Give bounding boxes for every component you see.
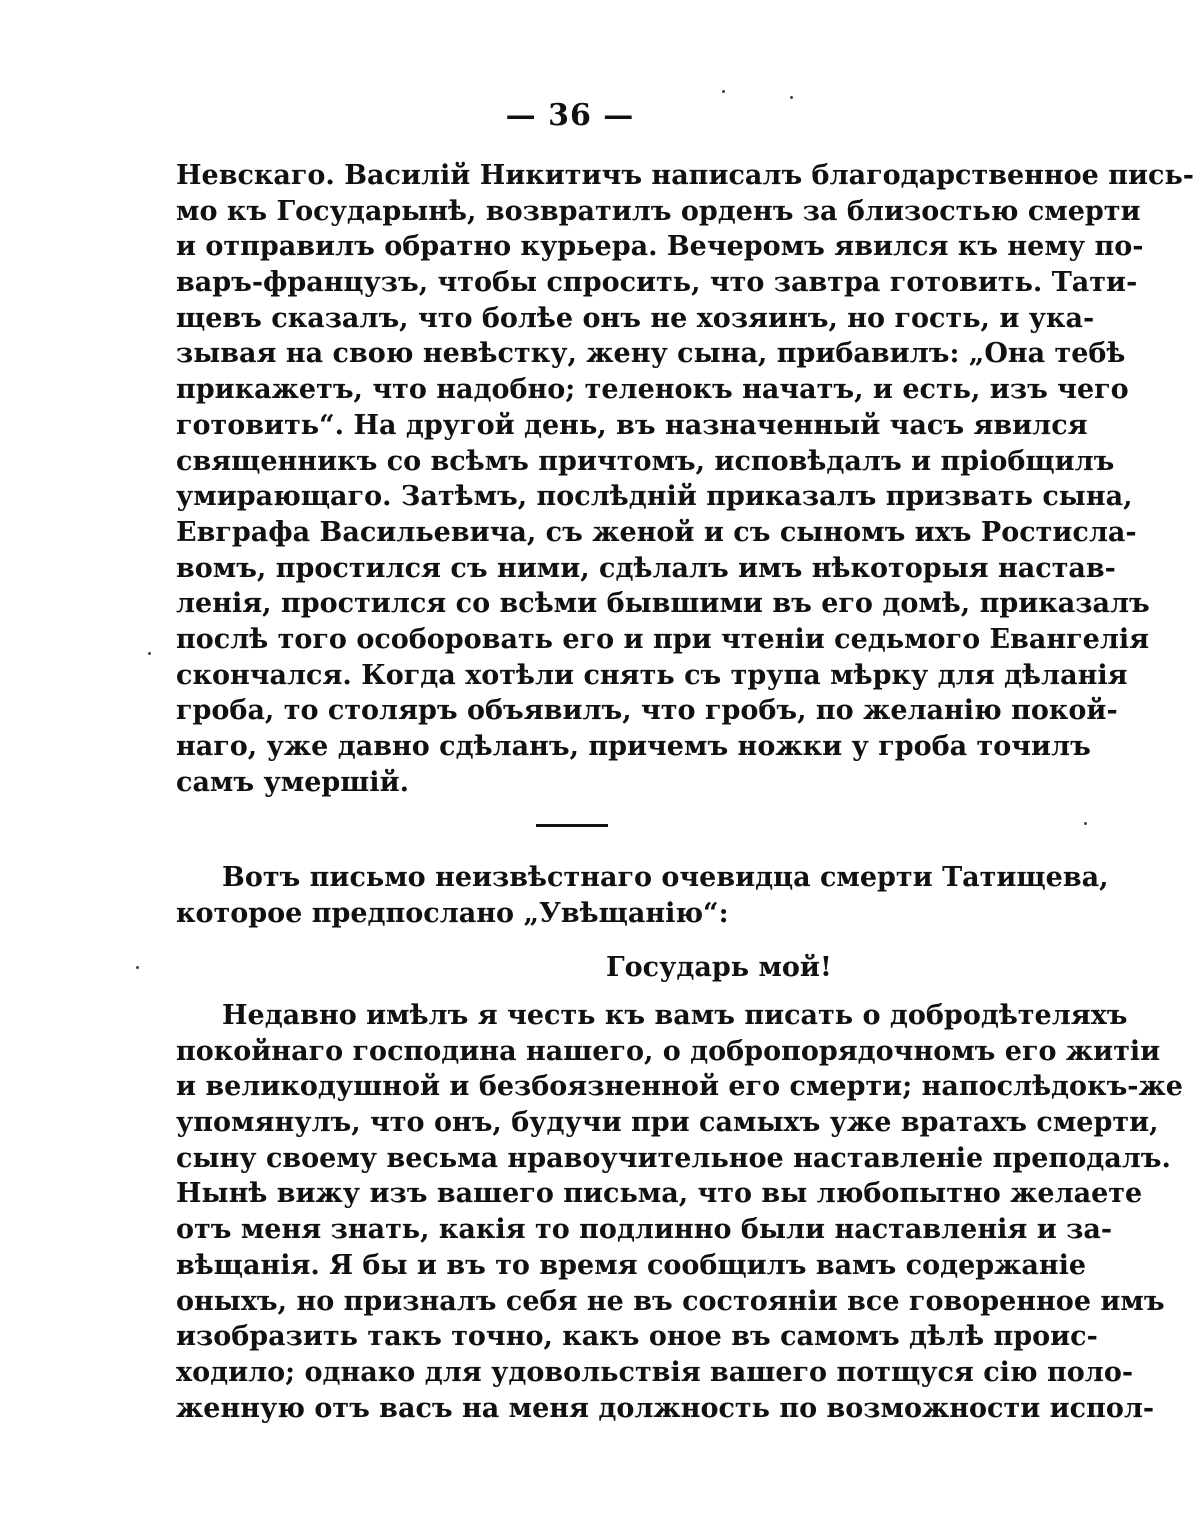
text-line: покойнаго господина нашего, о добропорядочномъ его житіи (176, 1035, 1161, 1067)
letter-salutation: Государь мой! (606, 952, 832, 983)
text-line: Недавно имѣлъ я честь къ вамъ писать о добродѣтеляхъ (222, 1000, 1128, 1031)
text-line: самъ умершій. (176, 766, 409, 798)
text-line: упомянулъ, что онъ, будучи при самыхъ уже вратахъ смерти, (176, 1107, 1159, 1139)
text-line: вѣщанія. Я бы и въ то время сообщилъ вамъ содержаніе (176, 1249, 1087, 1281)
paragraph-block-3 (176, 998, 1183, 1426)
text-line: оныхъ, но призналъ себя не въ состояніи все говоренное имъ (176, 1285, 1165, 1317)
text-line: прикажетъ, что надобно; теленокъ начатъ, и есть, изъ чего (176, 374, 1129, 406)
text-line: сыну своему весьма нравоучительное наставленіе преподалъ. (176, 1142, 1171, 1174)
text-line: послѣ того особоровать его и при чтеніи седьмого Евангелія (176, 623, 1150, 655)
text-line: гроба, то столяръ объявилъ, что гробъ, по желанію покой- (176, 695, 1118, 727)
text-line: и отправилъ обратно курьера. Вечеромъ явился къ нему по- (176, 231, 1144, 263)
scan-speck (790, 96, 793, 99)
text-line: женную отъ васъ на меня должность по возможности испол- (176, 1392, 1155, 1424)
text-line: изобразить такъ точно, какъ оное въ самомъ дѣлѣ проис- (176, 1321, 1098, 1353)
scan-speck (148, 652, 151, 655)
text-line: ходило; однако для удовольствія вашего потщуся сію поло- (176, 1356, 1134, 1388)
text-line: Невскаго. Василій Никитичъ написалъ благодарственное пись- (176, 160, 1194, 191)
text-line: отъ меня знать, какія то подлинно были наставленія и за- (176, 1214, 1113, 1246)
text-line: готовить“. На другой день, въ назначенный часъ явился (176, 409, 1088, 441)
paragraph-block-2 (176, 860, 1109, 931)
text-line: ленія, простился со всѣми бывшими въ его домѣ, приказалъ (176, 588, 1150, 620)
page-number: — 36 — (505, 98, 635, 133)
scan-speck (1084, 822, 1087, 825)
text-line: Евграфа Васильевича, съ женой и съ сыномъ ихъ Ростисла- (176, 516, 1137, 548)
text-line: Вотъ письмо неизвѣстнаго очевидца смерти Татищева, (222, 862, 1109, 893)
text-line: священникъ со всѣмъ причтомъ, исповѣдалъ и пріобщилъ (176, 445, 1115, 477)
text-line: зывая на свою невѣстку, жену сына, прибавилъ: „Она тебѣ (176, 338, 1126, 370)
text-line: варъ-французъ, чтобы спросить, что завтра готовить. Тати- (176, 267, 1138, 299)
text-line: умирающаго. Затѣмъ, послѣдній приказалъ призвать сына, (176, 481, 1133, 513)
text-line: которое предпослано „Увѣщанію“: (176, 897, 729, 929)
paragraph-block-1 (176, 158, 1194, 800)
text-line: щевъ сказалъ, что болѣе онъ не хозяинъ, но гость, и ука- (176, 302, 1095, 334)
text-line: скончался. Когда хотѣли снять съ трупа мѣрку для дѣланія (176, 659, 1128, 691)
text-line: мо къ Государынѣ, возвратилъ орденъ за близостью смерти (176, 195, 1141, 227)
scan-speck (722, 90, 725, 93)
text-line: Нынѣ вижу изъ вашего письма, что вы любопытно желаете (176, 1178, 1143, 1210)
text-line: вомъ, простился съ ними, сдѣлалъ имъ нѣкоторыя настав- (176, 552, 1116, 584)
section-separator (536, 824, 608, 827)
scan-speck (136, 966, 139, 969)
text-line: и великодушной и безбоязненной его смерти; напослѣдокъ-же (176, 1071, 1183, 1103)
text-line: наго, уже давно сдѣланъ, причемъ ножки у гроба точилъ (176, 731, 1091, 762)
